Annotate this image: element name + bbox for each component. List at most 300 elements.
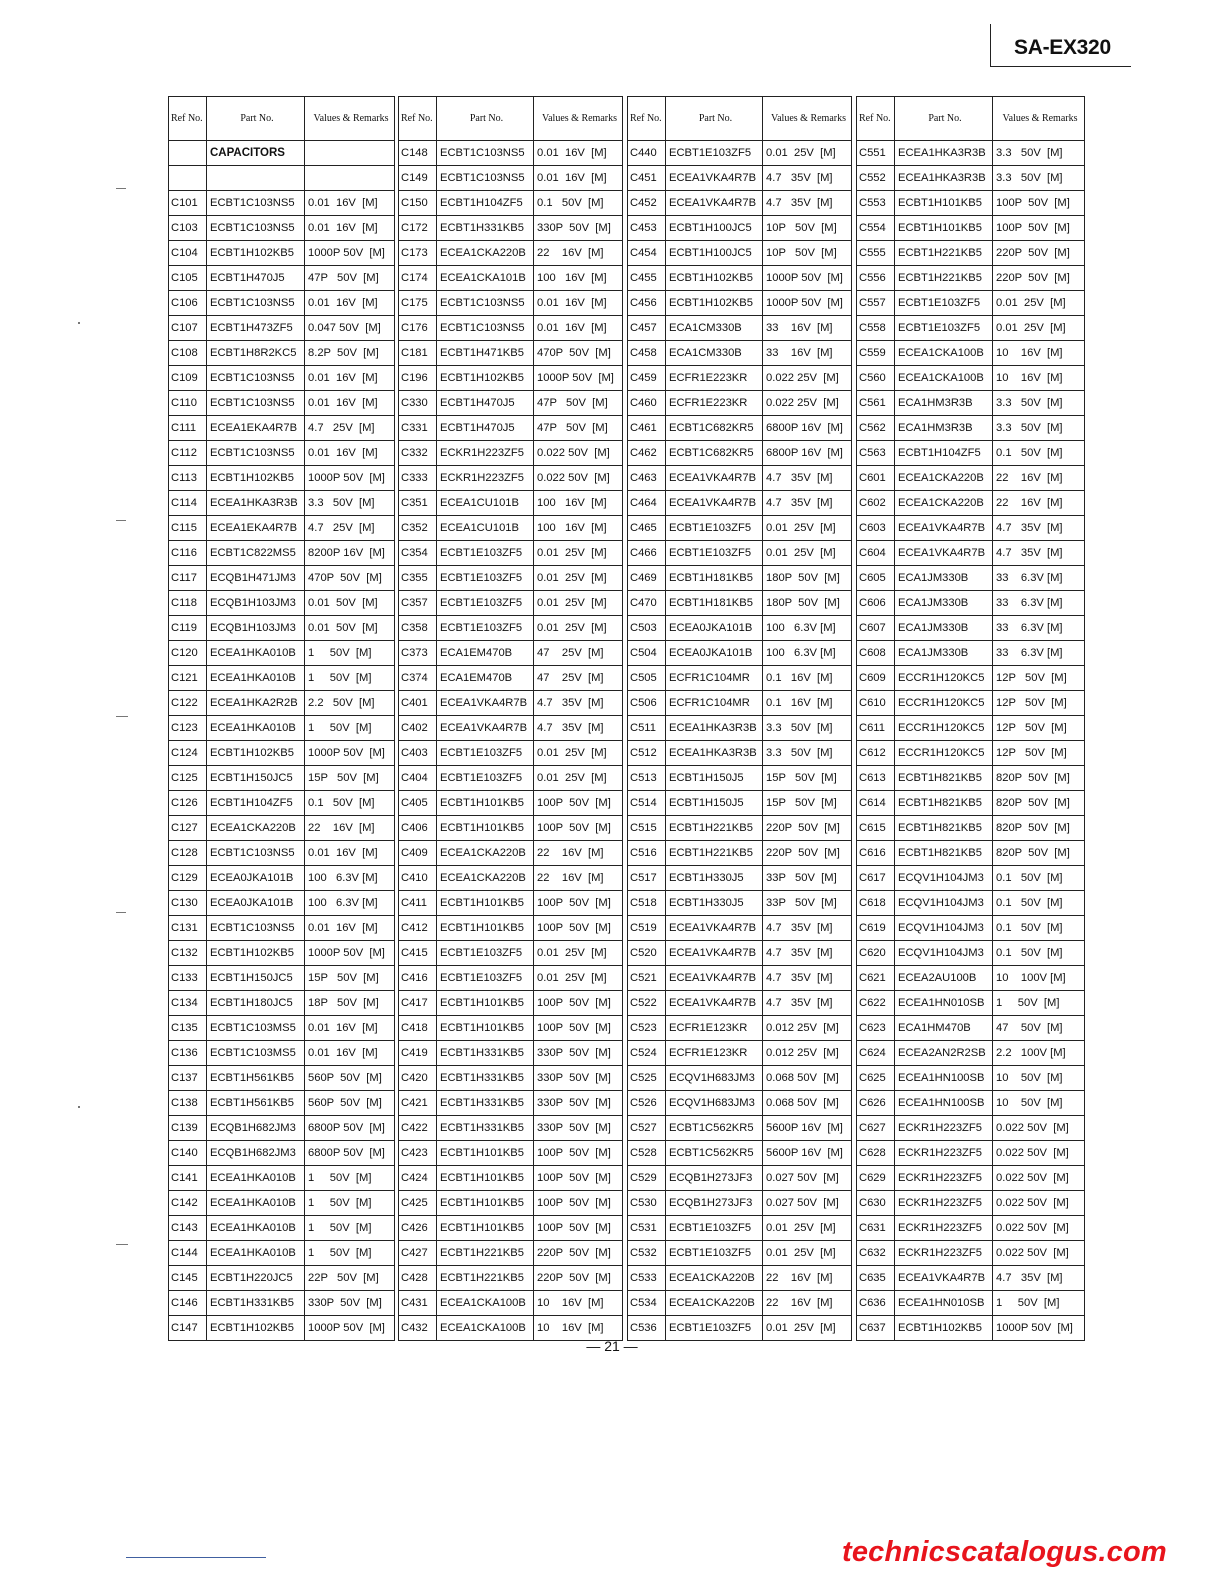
ref-cell: C120 <box>169 641 207 666</box>
part-no-cell: ECEA1HN010SB <box>895 991 993 1016</box>
ref-cell: C463 <box>628 466 666 491</box>
table-row <box>857 1066 1085 1091</box>
table-row <box>857 616 1085 641</box>
table-row <box>399 1216 623 1241</box>
part-no-cell: ECCR1H120KC5 <box>895 691 993 716</box>
values-cell: 1000P 50V [M] <box>763 266 852 291</box>
ref-cell: C451 <box>628 166 666 191</box>
values-cell: 0.022 50V [M] <box>993 1191 1085 1216</box>
ref-cell: C627 <box>857 1116 895 1141</box>
values-cell: 0.022 50V [M] <box>993 1241 1085 1266</box>
ref-cell: C173 <box>399 241 437 266</box>
table-row <box>399 891 623 916</box>
part-no-cell: ECBT1H331KB5 <box>207 1291 305 1316</box>
values-cell: 0.01 16V [M] <box>534 291 623 316</box>
part-no-cell: ECEA1HN100SB <box>895 1066 993 1091</box>
values-cell: 0.01 50V [M] <box>305 616 395 641</box>
values-cell: 5600P 16V [M] <box>763 1141 852 1166</box>
ref-cell: C637 <box>857 1316 895 1341</box>
values-cell: 1 50V [M] <box>993 1291 1085 1316</box>
table-row <box>857 491 1085 516</box>
table-row <box>857 916 1085 941</box>
values-cell: 560P 50V [M] <box>305 1091 395 1116</box>
values-cell: 100P 50V [M] <box>534 791 623 816</box>
table-row <box>628 1291 852 1316</box>
table-row <box>169 991 395 1016</box>
part-no-cell: ECBT1C103MS5 <box>207 1041 305 1066</box>
part-no-cell: ECEA1HKA3R3B <box>207 491 305 516</box>
table-row <box>628 566 852 591</box>
ref-cell: C563 <box>857 441 895 466</box>
table-row <box>399 991 623 1016</box>
table-row <box>628 741 852 766</box>
col-header-values: Values & Remarks <box>763 97 852 141</box>
values-cell: 6800P 16V [M] <box>763 441 852 466</box>
part-no-cell: ECBT1H821KB5 <box>895 791 993 816</box>
ref-cell: C431 <box>399 1291 437 1316</box>
table-row <box>399 341 623 366</box>
table-row <box>628 141 852 166</box>
ref-cell: C533 <box>628 1266 666 1291</box>
table-row <box>857 341 1085 366</box>
ref-cell: C558 <box>857 316 895 341</box>
table-row <box>399 216 623 241</box>
values-cell: 3.3 50V [M] <box>993 166 1085 191</box>
part-no-cell: ECQB1H682JM3 <box>207 1141 305 1166</box>
part-no-cell: ECBT1H221KB5 <box>666 816 763 841</box>
values-cell: 0.01 16V [M] <box>305 366 395 391</box>
ref-cell: C330 <box>399 391 437 416</box>
values-cell: 3.3 50V [M] <box>763 716 852 741</box>
values-cell: 0.022 50V [M] <box>993 1216 1085 1241</box>
values-cell: 4.7 35V [M] <box>534 716 623 741</box>
table-row <box>628 966 852 991</box>
ref-cell: C455 <box>628 266 666 291</box>
table-row <box>857 741 1085 766</box>
part-no-cell: ECQV1H104JM3 <box>895 891 993 916</box>
table-row <box>169 941 395 966</box>
part-no-cell: ECEA1CKA220B <box>666 1291 763 1316</box>
values-cell: 1 50V [M] <box>305 716 395 741</box>
col-header-part: Part No. <box>666 97 763 141</box>
part-no-cell: ECA1JM330B <box>895 566 993 591</box>
part-no-cell: ECBT1H101KB5 <box>437 816 534 841</box>
table-row <box>628 391 852 416</box>
table-row <box>399 391 623 416</box>
values-cell: 1 50V [M] <box>305 1191 395 1216</box>
part-no-cell: ECBT1H104ZF5 <box>207 791 305 816</box>
table-row <box>399 1291 623 1316</box>
part-no-cell: ECBT1H821KB5 <box>895 841 993 866</box>
part-no-cell: ECBT1H470J5 <box>437 416 534 441</box>
ref-cell: C511 <box>628 716 666 741</box>
values-cell: 10P 50V [M] <box>763 216 852 241</box>
part-no-cell: ECBT1E103ZF5 <box>437 541 534 566</box>
values-cell: 8200P 16V [M] <box>305 541 395 566</box>
ref-cell: C514 <box>628 791 666 816</box>
ref-cell: C559 <box>857 341 895 366</box>
ref-cell: C416 <box>399 966 437 991</box>
ref-cell: C460 <box>628 391 666 416</box>
values-cell: 1000P 50V [M] <box>305 1316 395 1341</box>
part-no-cell: ECBT1H331KB5 <box>437 1041 534 1066</box>
table-row <box>857 1266 1085 1291</box>
values-cell: 330P 50V [M] <box>534 1116 623 1141</box>
ref-cell: C127 <box>169 816 207 841</box>
part-no-cell: ECFR1C104MR <box>666 691 763 716</box>
part-no-cell: ECEA0JKA101B <box>666 641 763 666</box>
table-row <box>628 316 852 341</box>
values-cell: 33 6.3V [M] <box>993 591 1085 616</box>
values-cell: 220P 50V [M] <box>993 266 1085 291</box>
ref-cell: C412 <box>399 916 437 941</box>
table-row <box>399 366 623 391</box>
values-cell: 1 50V [M] <box>993 991 1085 1016</box>
values-cell: 100 16V [M] <box>534 266 623 291</box>
watermark-link[interactable]: technicscatalogus.com <box>842 1536 1167 1568</box>
ref-cell: C333 <box>399 466 437 491</box>
table-row <box>857 166 1085 191</box>
values-cell: 47 25V [M] <box>534 666 623 691</box>
values-cell: 0.01 16V [M] <box>305 391 395 416</box>
part-no-cell: ECBT1H330J5 <box>666 891 763 916</box>
ref-cell: C426 <box>399 1216 437 1241</box>
table-row <box>628 766 852 791</box>
part-no-cell: ECBT1H471KB5 <box>437 341 534 366</box>
col-header-ref: Ref No. <box>857 97 895 141</box>
ref-cell: C137 <box>169 1066 207 1091</box>
part-no-cell: ECEA1CU101B <box>437 516 534 541</box>
ref-cell: C631 <box>857 1216 895 1241</box>
ref-cell: C111 <box>169 416 207 441</box>
ref-cell: C420 <box>399 1066 437 1091</box>
values-cell: 22 16V [M] <box>534 866 623 891</box>
part-no-cell: ECA1JM330B <box>895 641 993 666</box>
values-cell: 6800P 50V [M] <box>305 1116 395 1141</box>
ref-cell: C606 <box>857 591 895 616</box>
ref-cell: C121 <box>169 666 207 691</box>
ref-cell: C616 <box>857 841 895 866</box>
values-cell: 0.01 16V [M] <box>305 191 395 216</box>
table-row <box>628 1216 852 1241</box>
table-row <box>169 1116 395 1141</box>
ref-cell: C504 <box>628 641 666 666</box>
ref-cell: C529 <box>628 1166 666 1191</box>
part-no-cell: ECBT1E103ZF5 <box>895 291 993 316</box>
values-cell: 0.01 16V [M] <box>305 441 395 466</box>
part-no-cell: ECBT1H221KB5 <box>895 266 993 291</box>
ref-cell: C148 <box>399 141 437 166</box>
part-no-cell: ECBT1H104ZF5 <box>437 191 534 216</box>
table-row <box>169 166 395 191</box>
table-row <box>857 691 1085 716</box>
ref-cell: C560 <box>857 366 895 391</box>
ref-cell: C613 <box>857 766 895 791</box>
part-no-cell: ECCR1H120KC5 <box>895 716 993 741</box>
ref-cell: C635 <box>857 1266 895 1291</box>
values-cell: 22 16V [M] <box>305 816 395 841</box>
table-row <box>857 791 1085 816</box>
table-row <box>169 791 395 816</box>
part-no-cell: ECBT1E103ZF5 <box>437 941 534 966</box>
margin-tick <box>116 912 126 913</box>
ref-cell: C524 <box>628 1041 666 1066</box>
table-row <box>169 741 395 766</box>
table-row <box>628 1066 852 1091</box>
ref-cell: C469 <box>628 566 666 591</box>
table-row <box>628 466 852 491</box>
ref-cell: C354 <box>399 541 437 566</box>
table-row <box>169 441 395 466</box>
part-no-cell: ECQB1H273JF3 <box>666 1166 763 1191</box>
part-no-cell: ECEA1EKA4R7B <box>207 516 305 541</box>
values-cell: 0.1 50V [M] <box>993 866 1085 891</box>
part-no-cell: ECBT1H221KB5 <box>895 241 993 266</box>
values-cell: 12P 50V [M] <box>993 666 1085 691</box>
ref-cell: C142 <box>169 1191 207 1216</box>
values-cell: 1000P 50V [M] <box>305 466 395 491</box>
values-cell: 330P 50V [M] <box>305 1291 395 1316</box>
part-no-cell: ECBT1C682KR5 <box>666 416 763 441</box>
parts-table-2 <box>398 96 623 1341</box>
part-no-cell: ECFR1E123KR <box>666 1041 763 1066</box>
part-no-cell: ECEA0JKA101B <box>207 891 305 916</box>
ref-cell: C625 <box>857 1066 895 1091</box>
values-cell: 0.022 50V [M] <box>534 466 623 491</box>
table-row <box>399 1316 623 1341</box>
table-row <box>857 1166 1085 1191</box>
ref-cell: C536 <box>628 1316 666 1341</box>
table-row <box>628 541 852 566</box>
table-row <box>169 266 395 291</box>
ref-cell: C149 <box>399 166 437 191</box>
values-cell: 5600P 16V [M] <box>763 1116 852 1141</box>
ref-cell: C105 <box>169 266 207 291</box>
table-row <box>399 466 623 491</box>
table-row <box>628 616 852 641</box>
ref-cell: C125 <box>169 766 207 791</box>
ref-cell: C457 <box>628 316 666 341</box>
part-no-cell: ECEA1HKA010B <box>207 641 305 666</box>
part-no-cell: ECBT1H102KB5 <box>895 1316 993 1341</box>
ref-cell: C621 <box>857 966 895 991</box>
values-cell: 100 16V [M] <box>534 491 623 516</box>
margin-dot <box>78 322 80 324</box>
values-cell: 820P 50V [M] <box>993 766 1085 791</box>
part-no-cell: ECBT1H102KB5 <box>207 941 305 966</box>
values-cell: 100P 50V [M] <box>534 1216 623 1241</box>
values-cell: 100 6.3V [M] <box>305 866 395 891</box>
values-cell: 0.01 25V [M] <box>763 1216 852 1241</box>
values-cell: 100P 50V [M] <box>534 1166 623 1191</box>
ref-cell: C181 <box>399 341 437 366</box>
part-no-cell: ECKR1H223ZF5 <box>895 1141 993 1166</box>
values-cell: 0.068 50V [M] <box>763 1091 852 1116</box>
values-cell: 100 6.3V [M] <box>305 891 395 916</box>
part-no-cell: ECBT1H101KB5 <box>437 1216 534 1241</box>
ref-cell: C608 <box>857 641 895 666</box>
ref-cell: C138 <box>169 1091 207 1116</box>
values-cell: 3.3 50V [M] <box>763 741 852 766</box>
values-cell: 0.01 25V [M] <box>534 541 623 566</box>
ref-cell: C607 <box>857 616 895 641</box>
table-row <box>628 1241 852 1266</box>
part-no-cell: ECEA1CKA220B <box>666 1266 763 1291</box>
values-cell: 0.01 25V [M] <box>534 566 623 591</box>
ref-cell: C614 <box>857 791 895 816</box>
part-no-cell: ECEA1VKA4R7B <box>666 491 763 516</box>
table-row <box>857 541 1085 566</box>
part-no-cell: ECQV1H683JM3 <box>666 1066 763 1091</box>
values-cell: 560P 50V [M] <box>305 1066 395 1091</box>
part-no-cell: ECBT1E103ZF5 <box>895 316 993 341</box>
part-no-cell: ECQV1H104JM3 <box>895 941 993 966</box>
ref-cell: C118 <box>169 591 207 616</box>
parts-table-1 <box>168 96 395 1341</box>
part-no-cell: ECBT1H561KB5 <box>207 1066 305 1091</box>
ref-cell: C410 <box>399 866 437 891</box>
table-row <box>857 641 1085 666</box>
part-no-cell: ECKR1H223ZF5 <box>895 1116 993 1141</box>
table-row <box>399 191 623 216</box>
values-cell: 220P 50V [M] <box>763 841 852 866</box>
part-no-cell: ECBT1H101KB5 <box>437 991 534 1016</box>
values-cell: 47P 50V [M] <box>534 391 623 416</box>
values-cell: 47P 50V [M] <box>534 416 623 441</box>
part-no-cell: ECBT1H101KB5 <box>895 216 993 241</box>
table-row <box>628 641 852 666</box>
ref-cell: C452 <box>628 191 666 216</box>
part-no-cell: ECA1HM470B <box>895 1016 993 1041</box>
table-row <box>857 841 1085 866</box>
values-cell: 0.01 25V [M] <box>993 316 1085 341</box>
table-row <box>628 1191 852 1216</box>
table-row <box>169 1291 395 1316</box>
part-no-cell: ECEA1CKA101B <box>437 266 534 291</box>
values-cell: 4.7 35V [M] <box>763 491 852 516</box>
table-row <box>628 841 852 866</box>
values-cell: 4.7 35V [M] <box>763 166 852 191</box>
values-cell: 22 16V [M] <box>993 491 1085 516</box>
table-row <box>857 1241 1085 1266</box>
table-row <box>169 366 395 391</box>
margin-dot <box>78 1106 80 1108</box>
table-row <box>628 916 852 941</box>
col-header-ref: Ref No. <box>399 97 437 141</box>
table-row <box>169 1041 395 1066</box>
table-row <box>169 591 395 616</box>
table-row <box>169 816 395 841</box>
table-row <box>169 1066 395 1091</box>
values-cell: 0.047 50V [M] <box>305 316 395 341</box>
values-cell: 330P 50V [M] <box>534 216 623 241</box>
part-no-cell: ECBT1H101KB5 <box>437 1191 534 1216</box>
ref-cell: C461 <box>628 416 666 441</box>
table-row <box>857 966 1085 991</box>
part-no-cell: ECFR1C104MR <box>666 666 763 691</box>
ref-cell: C144 <box>169 1241 207 1266</box>
parts-table-3 <box>627 96 852 1341</box>
link-underline <box>126 1557 266 1558</box>
ref-cell: C419 <box>399 1041 437 1066</box>
part-no-cell: ECBT1H104ZF5 <box>895 441 993 466</box>
values-cell: 330P 50V [M] <box>534 1091 623 1116</box>
values-cell: 3.3 50V [M] <box>993 416 1085 441</box>
ref-cell: C551 <box>857 141 895 166</box>
ref-cell: C523 <box>628 1016 666 1041</box>
part-no-cell: ECBT1H101KB5 <box>437 1166 534 1191</box>
table-row <box>857 816 1085 841</box>
ref-cell: C506 <box>628 691 666 716</box>
part-no-cell: ECBT1C822MS5 <box>207 541 305 566</box>
ref-cell: C605 <box>857 566 895 591</box>
table-row <box>169 191 395 216</box>
values-cell: 0.01 50V [M] <box>305 591 395 616</box>
part-no-cell: ECBT1E103ZF5 <box>666 141 763 166</box>
values-cell: 330P 50V [M] <box>534 1066 623 1091</box>
values-cell: 0.1 50V [M] <box>305 791 395 816</box>
values-cell: 22 16V [M] <box>763 1266 852 1291</box>
ref-cell: C527 <box>628 1116 666 1141</box>
part-no-cell: ECEA1HKA2R2B <box>207 691 305 716</box>
table-row <box>628 691 852 716</box>
values-cell: 0.01 16V [M] <box>305 1016 395 1041</box>
col-header-part: Part No. <box>207 97 305 141</box>
values-cell: 1000P 50V [M] <box>763 291 852 316</box>
table-row <box>399 1166 623 1191</box>
table-row <box>628 216 852 241</box>
table-row <box>399 1116 623 1141</box>
ref-cell: C404 <box>399 766 437 791</box>
part-no-cell: ECBT1H102KB5 <box>666 291 763 316</box>
part-no-cell: ECBT1C103NS5 <box>207 191 305 216</box>
ref-cell: C331 <box>399 416 437 441</box>
table-row <box>169 641 395 666</box>
ref-cell <box>169 166 207 191</box>
part-no-cell: ECEA1HKA3R3B <box>895 141 993 166</box>
part-no-cell: ECBT1H150J5 <box>666 791 763 816</box>
part-no-cell: ECBT1H101KB5 <box>437 1016 534 1041</box>
values-cell: 4.7 35V [M] <box>763 916 852 941</box>
values-cell: 4.7 25V [M] <box>305 516 395 541</box>
ref-cell: C141 <box>169 1166 207 1191</box>
table-row <box>169 241 395 266</box>
values-cell: 470P 50V [M] <box>305 566 395 591</box>
table-row <box>169 416 395 441</box>
ref-cell: C101 <box>169 191 207 216</box>
values-cell: 820P 50V [M] <box>993 841 1085 866</box>
part-no-cell: ECBT1H331KB5 <box>437 1066 534 1091</box>
values-cell: 4.7 35V [M] <box>763 991 852 1016</box>
table-row <box>169 691 395 716</box>
ref-cell: C131 <box>169 916 207 941</box>
part-no-cell: ECEA1VKA4R7B <box>895 1266 993 1291</box>
ref-cell: C528 <box>628 1141 666 1166</box>
values-cell: 15P 50V [M] <box>763 791 852 816</box>
ref-cell: C620 <box>857 941 895 966</box>
table-row <box>628 1316 852 1341</box>
values-cell: 330P 50V [M] <box>534 1041 623 1066</box>
values-cell: 1 50V [M] <box>305 666 395 691</box>
table-row <box>857 416 1085 441</box>
ref-cell: C122 <box>169 691 207 716</box>
table-row <box>628 1266 852 1291</box>
values-cell: 100P 50V [M] <box>993 216 1085 241</box>
ref-cell: C119 <box>169 616 207 641</box>
part-no-cell: ECEA1EKA4R7B <box>207 416 305 441</box>
part-no-cell: ECBT1C103NS5 <box>437 166 534 191</box>
table-row <box>399 1066 623 1091</box>
